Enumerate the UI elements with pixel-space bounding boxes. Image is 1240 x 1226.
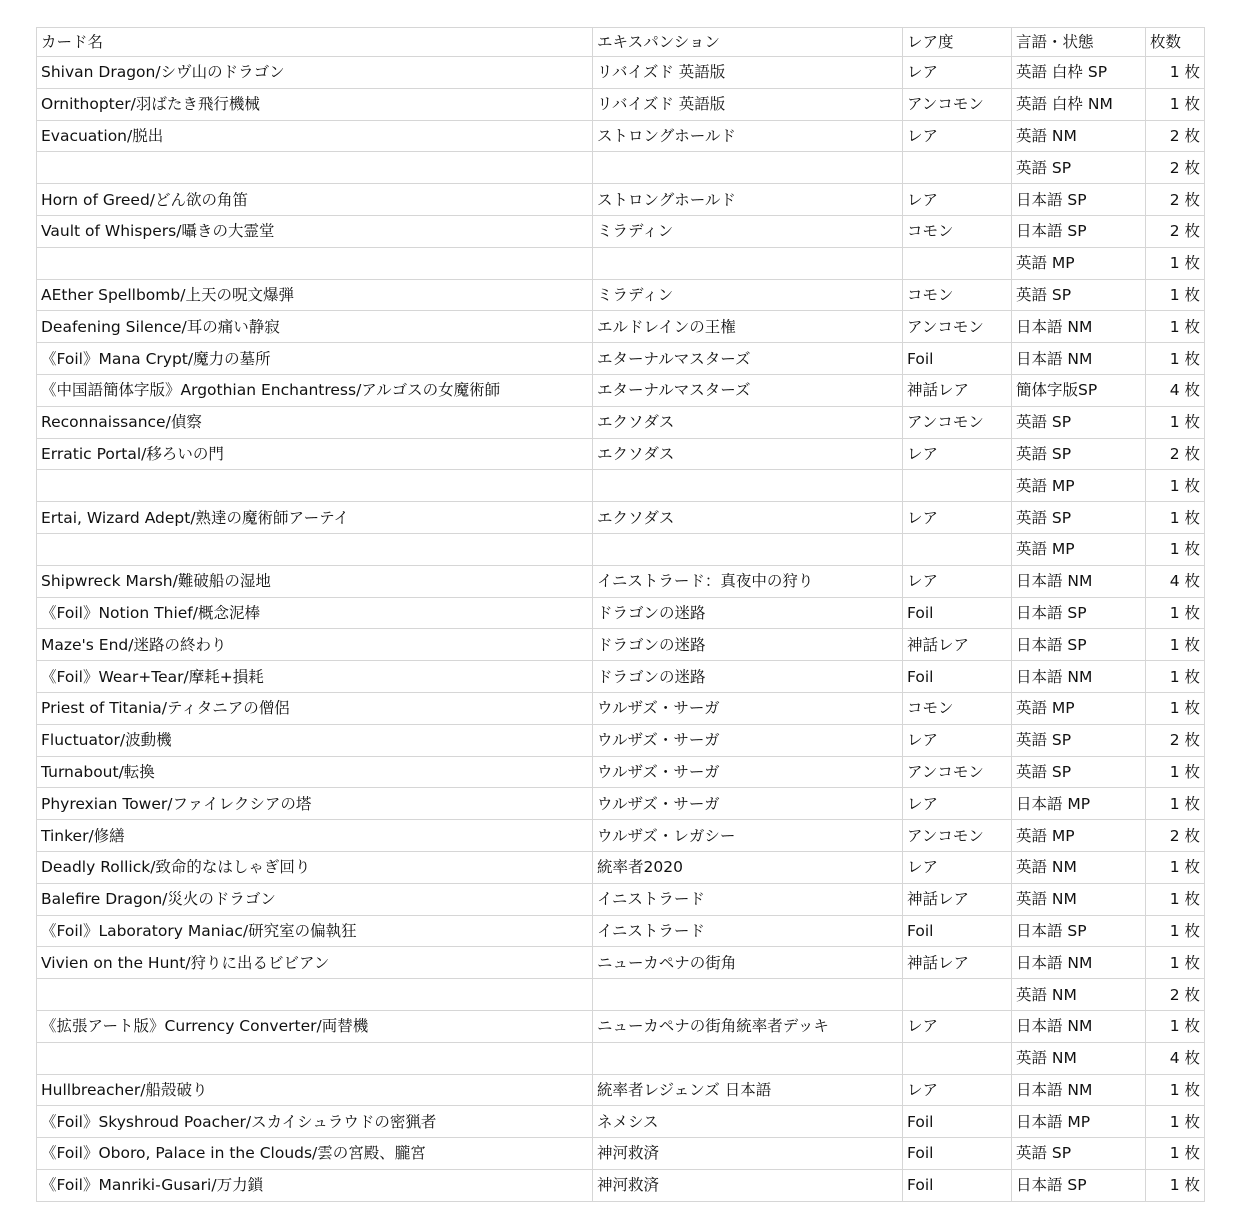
language-condition-cell: 日本語 MP [1012,788,1146,820]
quantity-cell: 2 枚 [1146,215,1205,247]
card-name-cell: Maze's End/迷路の終わり [37,629,593,661]
card-name-cell: Turnabout/転換 [37,756,593,788]
table-row [37,406,1205,438]
rarity-cell: Foil [903,1169,1012,1201]
card-name-cell [37,1042,593,1074]
expansion-cell [593,979,903,1011]
expansion-cell: エルドレインの王権 [593,311,903,343]
quantity-cell: 2 枚 [1146,438,1205,470]
expansion-cell: 神河救済 [593,1138,903,1170]
rarity-cell: レア [903,1074,1012,1106]
rarity-cell: アンコモン [903,820,1012,852]
rarity-cell: レア [903,57,1012,89]
card-name-cell [37,247,593,279]
rarity-cell: アンコモン [903,88,1012,120]
rarity-cell: コモン [903,692,1012,724]
quantity-cell: 1 枚 [1146,597,1205,629]
expansion-cell: エターナルマスターズ [593,374,903,406]
quantity-cell: 1 枚 [1146,279,1205,311]
expansion-cell: ミラディン [593,279,903,311]
table-row [37,1042,1205,1074]
rarity-cell: レア [903,565,1012,597]
language-condition-cell: 日本語 NM [1012,1010,1146,1042]
quantity-cell: 1 枚 [1146,57,1205,89]
quantity-cell: 1 枚 [1146,502,1205,534]
quantity-cell: 1 枚 [1146,915,1205,947]
expansion-cell: ドラゴンの迷路 [593,661,903,693]
table-row [37,215,1205,247]
card-name-cell: Reconnaissance/偵察 [37,406,593,438]
expansion-cell: イニストラード [593,915,903,947]
language-condition-cell: 英語 SP [1012,152,1146,184]
card-name-cell: Balefire Dragon/災火のドラゴン [37,883,593,915]
language-condition-cell: 日本語 NM [1012,1074,1146,1106]
rarity-cell: Foil [903,1138,1012,1170]
card-name-cell: 《拡張アート版》Currency Converter/両替機 [37,1010,593,1042]
expansion-cell: 統率者2020 [593,851,903,883]
card-name-cell: Vault of Whispers/囁きの大霊堂 [37,215,593,247]
expansion-cell: ニューカペナの街角統率者デッキ [593,1010,903,1042]
expansion-cell: ウルザズ・サーガ [593,692,903,724]
language-condition-cell: 日本語 SP [1012,215,1146,247]
card-name-cell [37,979,593,1011]
table-row [37,57,1205,89]
card-name-cell: Priest of Titania/ティタニアの僧侶 [37,692,593,724]
card-name-cell: 《Foil》Skyshroud Poacher/スカイシュラウドの密猟者 [37,1106,593,1138]
expansion-cell [593,1042,903,1074]
header-quantity: 枚数 [1146,28,1205,57]
table-row [37,692,1205,724]
expansion-cell: ウルザズ・サーガ [593,788,903,820]
table-row [37,374,1205,406]
expansion-cell: 統率者レジェンズ 日本語 [593,1074,903,1106]
rarity-cell: アンコモン [903,756,1012,788]
quantity-cell: 2 枚 [1146,184,1205,216]
language-condition-cell: 日本語 SP [1012,597,1146,629]
table-row [37,184,1205,216]
table-row [37,1010,1205,1042]
rarity-cell: レア [903,724,1012,756]
rarity-cell: コモン [903,279,1012,311]
quantity-cell: 1 枚 [1146,533,1205,565]
language-condition-cell: 英語 SP [1012,279,1146,311]
expansion-cell: エクソダス [593,438,903,470]
card-name-cell: AEther Spellbomb/上天の呪文爆弾 [37,279,593,311]
quantity-cell: 1 枚 [1146,470,1205,502]
expansion-cell [593,533,903,565]
card-name-cell [37,152,593,184]
rarity-cell [903,152,1012,184]
rarity-cell: レア [903,184,1012,216]
card-name-cell: Tinker/修繕 [37,820,593,852]
expansion-cell: ウルザズ・サーガ [593,756,903,788]
quantity-cell: 1 枚 [1146,756,1205,788]
language-condition-cell: 英語 NM [1012,883,1146,915]
header-row [37,28,1205,57]
quantity-cell: 1 枚 [1146,247,1205,279]
card-name-cell: 《Foil》Notion Thief/概念泥棒 [37,597,593,629]
rarity-cell: Foil [903,1106,1012,1138]
language-condition-cell: 英語 SP [1012,724,1146,756]
card-name-cell: Shipwreck Marsh/難破船の湿地 [37,565,593,597]
quantity-cell: 1 枚 [1146,883,1205,915]
rarity-cell: 神話レア [903,947,1012,979]
card-name-cell: Deafening Silence/耳の痛い静寂 [37,311,593,343]
quantity-cell: 1 枚 [1146,692,1205,724]
card-name-cell: Shivan Dragon/シヴ山のドラゴン [37,57,593,89]
table-row [37,470,1205,502]
language-condition-cell: 日本語 NM [1012,343,1146,375]
language-condition-cell: 日本語 SP [1012,915,1146,947]
card-name-cell: 《中国語簡体字版》Argothian Enchantress/アルゴスの女魔術師 [37,374,593,406]
rarity-cell: レア [903,788,1012,820]
expansion-cell: 神河救済 [593,1169,903,1201]
card-name-cell: Vivien on the Hunt/狩りに出るビビアン [37,947,593,979]
expansion-cell: エクソダス [593,502,903,534]
language-condition-cell: 英語 MP [1012,533,1146,565]
expansion-cell [593,470,903,502]
card-name-cell: Deadly Rollick/致命的なはしゃぎ回り [37,851,593,883]
language-condition-cell: 英語 SP [1012,406,1146,438]
table-row [37,502,1205,534]
card-name-cell [37,470,593,502]
table-row [37,533,1205,565]
language-condition-cell: 日本語 MP [1012,1106,1146,1138]
table-row [37,851,1205,883]
quantity-cell: 4 枚 [1146,565,1205,597]
table-row [37,1138,1205,1170]
quantity-cell: 2 枚 [1146,724,1205,756]
rarity-cell: レア [903,851,1012,883]
rarity-cell: レア [903,1010,1012,1042]
language-condition-cell: 英語 NM [1012,851,1146,883]
header-language-condition: 言語・状態 [1012,28,1146,57]
quantity-cell: 1 枚 [1146,851,1205,883]
language-condition-cell: 日本語 NM [1012,311,1146,343]
quantity-cell: 1 枚 [1146,1106,1205,1138]
table-row [37,915,1205,947]
expansion-cell: ウルザズ・レガシー [593,820,903,852]
card-name-cell: 《Foil》Oboro, Palace in the Clouds/雲の宮殿、朧宮 [37,1138,593,1170]
expansion-cell: ストロングホールド [593,120,903,152]
table-row [37,1106,1205,1138]
card-name-cell: Horn of Greed/どん欲の角笛 [37,184,593,216]
rarity-cell: 神話レア [903,374,1012,406]
rarity-cell: レア [903,120,1012,152]
expansion-cell: リバイズド 英語版 [593,88,903,120]
expansion-cell: ニューカペナの街角 [593,947,903,979]
card-name-cell: Ornithopter/羽ばたき飛行機械 [37,88,593,120]
table-row [37,979,1205,1011]
card-inventory-table [36,27,1205,1202]
table-row [37,661,1205,693]
language-condition-cell: 英語 MP [1012,247,1146,279]
card-name-cell: Erratic Portal/移ろいの門 [37,438,593,470]
table-row [37,120,1205,152]
header-rarity: レア度 [903,28,1012,57]
table-row [37,88,1205,120]
expansion-cell: ウルザズ・サーガ [593,724,903,756]
language-condition-cell: 英語 NM [1012,120,1146,152]
card-name-cell: Fluctuator/波動機 [37,724,593,756]
language-condition-cell: 日本語 NM [1012,661,1146,693]
table-row [37,343,1205,375]
expansion-cell: リバイズド 英語版 [593,57,903,89]
rarity-cell: レア [903,502,1012,534]
rarity-cell [903,1042,1012,1074]
rarity-cell [903,247,1012,279]
language-condition-cell: 英語 MP [1012,692,1146,724]
rarity-cell: Foil [903,661,1012,693]
language-condition-cell: 日本語 NM [1012,947,1146,979]
rarity-cell: Foil [903,915,1012,947]
expansion-cell: ドラゴンの迷路 [593,629,903,661]
rarity-cell: アンコモン [903,406,1012,438]
rarity-cell: 神話レア [903,629,1012,661]
language-condition-cell: 英語 NM [1012,1042,1146,1074]
rarity-cell [903,470,1012,502]
rarity-cell: Foil [903,597,1012,629]
table-row [37,883,1205,915]
language-condition-cell: 英語 SP [1012,438,1146,470]
expansion-cell: ネメシス [593,1106,903,1138]
language-condition-cell: 英語 SP [1012,756,1146,788]
quantity-cell: 2 枚 [1146,820,1205,852]
quantity-cell: 1 枚 [1146,1010,1205,1042]
expansion-cell: ドラゴンの迷路 [593,597,903,629]
table-row [37,597,1205,629]
language-condition-cell: 日本語 SP [1012,629,1146,661]
card-name-cell [37,533,593,565]
quantity-cell: 1 枚 [1146,1138,1205,1170]
quantity-cell: 1 枚 [1146,661,1205,693]
quantity-cell: 1 枚 [1146,1169,1205,1201]
quantity-cell: 1 枚 [1146,1074,1205,1106]
quantity-cell: 2 枚 [1146,120,1205,152]
expansion-cell [593,247,903,279]
table-row [37,565,1205,597]
table-row [37,756,1205,788]
table-row [37,1074,1205,1106]
expansion-cell: エクソダス [593,406,903,438]
expansion-cell: エターナルマスターズ [593,343,903,375]
quantity-cell: 1 枚 [1146,311,1205,343]
table-row [37,152,1205,184]
card-name-cell: 《Foil》Laboratory Maniac/研究室の偏執狂 [37,915,593,947]
language-condition-cell: 日本語 SP [1012,1169,1146,1201]
table-row [37,279,1205,311]
rarity-cell: レア [903,438,1012,470]
table-row [37,820,1205,852]
table-row [37,629,1205,661]
header-card-name: カード名 [37,28,593,57]
rarity-cell [903,979,1012,1011]
table-row [37,724,1205,756]
rarity-cell: 神話レア [903,883,1012,915]
language-condition-cell: 英語 MP [1012,820,1146,852]
expansion-cell: イニストラード [593,883,903,915]
table-row [37,311,1205,343]
card-name-cell: Hullbreacher/船殻破り [37,1074,593,1106]
table-row [37,947,1205,979]
quantity-cell: 4 枚 [1146,1042,1205,1074]
rarity-cell [903,533,1012,565]
language-condition-cell: 英語 白枠 SP [1012,57,1146,89]
card-name-cell: Evacuation/脱出 [37,120,593,152]
quantity-cell: 1 枚 [1146,947,1205,979]
card-name-cell: 《Foil》Mana Crypt/魔力の墓所 [37,343,593,375]
expansion-cell: イニストラード：真夜中の狩り [593,565,903,597]
language-condition-cell: 日本語 SP [1012,184,1146,216]
table-row [37,1169,1205,1201]
expansion-cell: ミラディン [593,215,903,247]
language-condition-cell: 日本語 NM [1012,565,1146,597]
language-condition-cell: 英語 SP [1012,502,1146,534]
table-row [37,247,1205,279]
rarity-cell: アンコモン [903,311,1012,343]
quantity-cell: 2 枚 [1146,979,1205,1011]
card-name-cell: 《Foil》Wear+Tear/摩耗+損耗 [37,661,593,693]
header-expansion: エキスパンション [593,28,903,57]
card-name-cell: 《Foil》Manriki-Gusari/万力鎖 [37,1169,593,1201]
table-row [37,438,1205,470]
rarity-cell: Foil [903,343,1012,375]
table-row [37,788,1205,820]
language-condition-cell: 英語 MP [1012,470,1146,502]
quantity-cell: 1 枚 [1146,343,1205,375]
expansion-cell: ストロングホールド [593,184,903,216]
rarity-cell: コモン [903,215,1012,247]
language-condition-cell: 英語 SP [1012,1138,1146,1170]
quantity-cell: 1 枚 [1146,629,1205,661]
card-name-cell: Phyrexian Tower/ファイレクシアの塔 [37,788,593,820]
language-condition-cell: 英語 NM [1012,979,1146,1011]
quantity-cell: 2 枚 [1146,152,1205,184]
quantity-cell: 1 枚 [1146,88,1205,120]
quantity-cell: 1 枚 [1146,406,1205,438]
quantity-cell: 4 枚 [1146,374,1205,406]
language-condition-cell: 英語 白枠 NM [1012,88,1146,120]
expansion-cell [593,152,903,184]
language-condition-cell: 簡体字版SP [1012,374,1146,406]
quantity-cell: 1 枚 [1146,788,1205,820]
card-name-cell: Ertai, Wizard Adept/熟達の魔術師アーテイ [37,502,593,534]
